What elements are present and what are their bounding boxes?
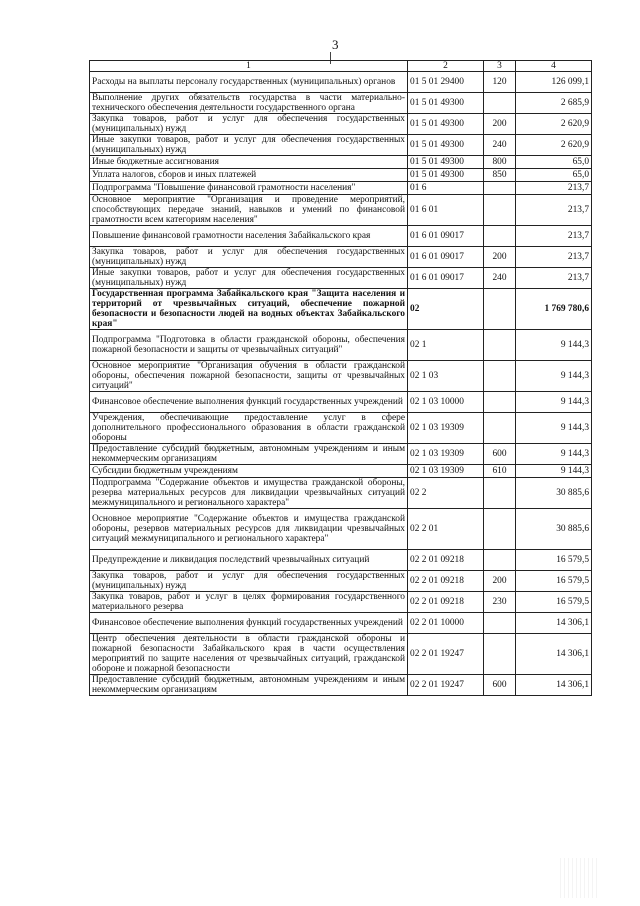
row-name: Выполнение других обязательств государства в части материально-технического обеспечения деятельности государственного органа [90, 93, 408, 114]
row-expense-type: 600 [484, 675, 516, 696]
table-row [90, 444, 592, 465]
row-name: Подпрограмма "Подготовка в области гражданской обороны, обеспечения пожарной безопасности и защиты от чрезвычайных ситуаций" [90, 330, 408, 361]
table-row [90, 72, 592, 93]
table-row [90, 330, 592, 361]
row-expense-type: 230 [484, 592, 516, 613]
table-row [90, 613, 592, 634]
row-expense-type [484, 226, 516, 247]
table-row [90, 478, 592, 509]
table-row [90, 413, 592, 444]
header-col-1: 1 [90, 61, 408, 72]
row-expense-type [484, 634, 516, 675]
row-name: Закупка товаров, работ и услуг в целях формирования государственного материального резерва [90, 592, 408, 613]
row-expense-type [484, 509, 516, 550]
row-expense-type: 120 [484, 72, 516, 93]
table-row [90, 268, 592, 289]
row-expense-type: 600 [484, 444, 516, 465]
row-amount: 16 579,5 [516, 592, 592, 613]
table-row [90, 509, 592, 550]
row-amount: 213,7 [516, 226, 592, 247]
row-amount: 14 306,1 [516, 613, 592, 634]
row-expense-type: 240 [484, 268, 516, 289]
table-row [90, 592, 592, 613]
header-col-3: 3 [484, 61, 516, 72]
row-expense-type [484, 613, 516, 634]
row-amount: 65,0 [516, 156, 592, 169]
row-name: Повышение финансовой грамотности населения Забайкальского края [90, 226, 408, 247]
row-name: Учреждения, обеспечивающие предоставление услуг в сфере дополнительного профессионального образования в области гражданской обороны [90, 413, 408, 444]
page-number: 3 [332, 37, 339, 52]
table-row [90, 135, 592, 156]
row-amount: 213,7 [516, 268, 592, 289]
row-code: 02 2 01 09218 [408, 550, 484, 571]
row-expense-type [484, 478, 516, 509]
row-expense-type: 200 [484, 114, 516, 135]
row-amount: 2 620,9 [516, 114, 592, 135]
row-expense-type [484, 550, 516, 571]
row-code: 01 5 01 49300 [408, 93, 484, 114]
row-expense-type: 200 [484, 247, 516, 268]
table-header-row [90, 61, 592, 72]
row-name: Иные закупки товаров, работ и услуг для обеспечения государственных (муниципальных) нужд [90, 268, 408, 289]
row-amount: 1 769 780,6 [516, 289, 592, 330]
row-name: Центр обеспечения деятельности в области гражданской обороны и пожарной безопасности Забайкальского края в части осуществления мероприятий по защите населения от чрезвычайных ситуаций, гражданской обороне и пожарной безопасности [90, 634, 408, 675]
scan-noise [560, 858, 600, 898]
row-code: 02 1 [408, 330, 484, 361]
table-row [90, 571, 592, 592]
table-row [90, 156, 592, 169]
row-code: 02 1 03 19309 [408, 413, 484, 444]
row-amount: 213,7 [516, 195, 592, 226]
table-row [90, 392, 592, 413]
row-amount: 9 144,3 [516, 330, 592, 361]
table-row [90, 93, 592, 114]
row-expense-type [484, 361, 516, 392]
row-code: 02 2 01 09218 [408, 592, 484, 613]
row-code: 01 6 01 [408, 195, 484, 226]
row-code: 01 6 [408, 182, 484, 195]
row-amount: 9 144,3 [516, 413, 592, 444]
row-code: 02 [408, 289, 484, 330]
row-expense-type [484, 392, 516, 413]
row-name: Основное мероприятие "Содержание объектов и имущества гражданской обороны, резервов материальных ресурсов для ликвидации чрезвычайных ситуаций межмуниципального и регионального характера" [90, 509, 408, 550]
row-name: Закупка товаров, работ и услуг для обеспечения государственных (муниципальных) нужд [90, 571, 408, 592]
row-code: 02 2 01 09218 [408, 571, 484, 592]
row-amount: 9 144,3 [516, 361, 592, 392]
row-amount: 14 306,1 [516, 634, 592, 675]
row-amount: 14 306,1 [516, 675, 592, 696]
row-name: Финансовое обеспечение выполнения функций государственных учреждений [90, 613, 408, 634]
row-code: 01 5 01 49300 [408, 135, 484, 156]
row-expense-type: 800 [484, 156, 516, 169]
row-code: 02 2 [408, 478, 484, 509]
header-col-2: 2 [408, 61, 484, 72]
row-amount: 9 144,3 [516, 392, 592, 413]
row-name: Предоставление субсидий бюджетным, автономным учреждениям и иным некоммерческим организациям [90, 675, 408, 696]
row-amount: 213,7 [516, 247, 592, 268]
table-row [90, 182, 592, 195]
row-code: 02 1 03 10000 [408, 392, 484, 413]
row-name: Подпрограмма "Содержание объектов и имущества гражданской обороны, резерва материальных ресурсов для ликвидации чрезвычайных ситуаций межмуниципального и регионального характера" [90, 478, 408, 509]
row-name: Основное мероприятие "Организация обучения в области гражданской обороны, обеспечения пожарной безопасности, защиты от чрезвычайных ситуаций" [90, 361, 408, 392]
row-expense-type [484, 289, 516, 330]
table-row [90, 226, 592, 247]
table-row [90, 634, 592, 675]
row-name: Закупка товаров, работ и услуг для обеспечения государственных (муниципальных) нужд [90, 114, 408, 135]
table-row [90, 114, 592, 135]
row-amount: 213,7 [516, 182, 592, 195]
row-amount: 2 620,9 [516, 135, 592, 156]
row-expense-type [484, 182, 516, 195]
row-expense-type [484, 413, 516, 444]
row-code: 01 6 01 09017 [408, 268, 484, 289]
row-expense-type: 240 [484, 135, 516, 156]
row-expense-type [484, 93, 516, 114]
table-row [90, 247, 592, 268]
row-name: Субсидии бюджетным учреждениям [90, 465, 408, 478]
row-amount: 16 579,5 [516, 571, 592, 592]
row-code: 01 6 01 09017 [408, 226, 484, 247]
row-name: Иные бюджетные ассигнования [90, 156, 408, 169]
row-amount: 30 885,6 [516, 478, 592, 509]
table-row [90, 169, 592, 182]
table-row [90, 289, 592, 330]
row-name: Предупреждение и ликвидация последствий чрезвычайных ситуаций [90, 550, 408, 571]
row-name: Иные закупки товаров, работ и услуг для обеспечения государственных (муниципальных) нужд [90, 135, 408, 156]
row-expense-type [484, 330, 516, 361]
row-name: Закупка товаров, работ и услуг для обеспечения государственных (муниципальных) нужд [90, 247, 408, 268]
row-code: 02 1 03 19309 [408, 465, 484, 478]
header-col-4: 4 [516, 61, 592, 72]
row-name: Государственная программа Забайкальского края "Защита населения и территорий от чрезвычайных ситуаций, обеспечение пожарной безопасности и безопасности людей на водных объектах Забайкальского края" [90, 289, 408, 330]
row-name: Расходы на выплаты персоналу государственных (муниципальных) органов [90, 72, 408, 93]
row-name: Уплата налогов, сборов и иных платежей [90, 169, 408, 182]
row-amount: 16 579,5 [516, 550, 592, 571]
row-code: 02 1 03 19309 [408, 444, 484, 465]
row-code: 01 5 01 49300 [408, 114, 484, 135]
row-amount: 2 685,9 [516, 93, 592, 114]
row-amount: 9 144,3 [516, 444, 592, 465]
row-code: 02 2 01 [408, 509, 484, 550]
table-row [90, 675, 592, 696]
row-name: Основное мероприятие "Организация и проведение мероприятий, способствующих передаче знаний, навыков и умений по финансовой грамотности всем категориям населения" [90, 195, 408, 226]
row-amount: 126 099,1 [516, 72, 592, 93]
row-code: 02 2 01 19247 [408, 634, 484, 675]
budget-table [89, 60, 592, 696]
row-code: 01 6 01 09017 [408, 247, 484, 268]
row-code: 02 1 03 [408, 361, 484, 392]
row-code: 02 2 01 19247 [408, 675, 484, 696]
row-expense-type [484, 195, 516, 226]
table-row [90, 361, 592, 392]
table-row [90, 550, 592, 571]
row-expense-type: 850 [484, 169, 516, 182]
row-expense-type: 200 [484, 571, 516, 592]
row-amount: 65,0 [516, 169, 592, 182]
row-amount: 30 885,6 [516, 509, 592, 550]
row-name: Финансовое обеспечение выполнения функций государственных учреждений [90, 392, 408, 413]
row-code: 02 2 01 10000 [408, 613, 484, 634]
row-expense-type: 610 [484, 465, 516, 478]
row-code: 01 5 01 49300 [408, 156, 484, 169]
row-code: 01 5 01 29400 [408, 72, 484, 93]
row-name: Подпрограмма "Повышение финансовой грамотности населения" [90, 182, 408, 195]
table-row [90, 195, 592, 226]
row-code: 01 5 01 49300 [408, 169, 484, 182]
row-name: Предоставление субсидий бюджетным, автономным учреждениям и иным некоммерческим организациям [90, 444, 408, 465]
table-row [90, 465, 592, 478]
row-amount: 9 144,3 [516, 465, 592, 478]
